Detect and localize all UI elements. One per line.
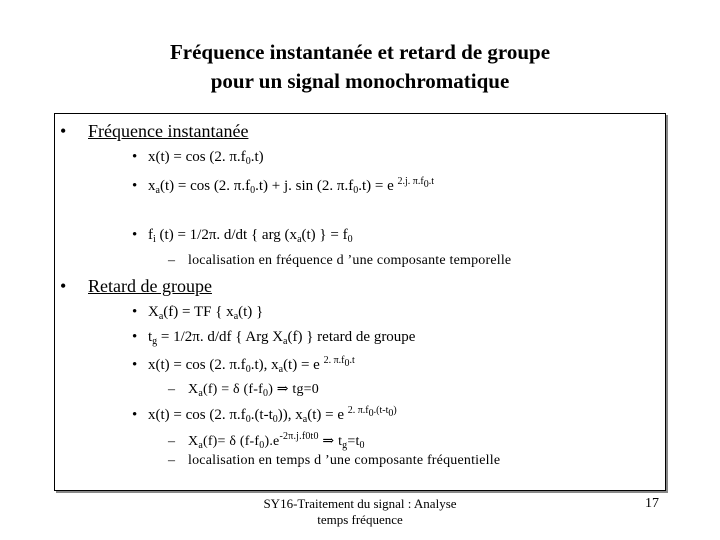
eq-group-delay: • $t_g = 1/2\pi$. d/df { Arg $X_a(f)$ } retard de groupe xyxy=(132,329,416,347)
footer-line-1: SY16-Traitement du signal : Analyse xyxy=(263,496,457,511)
slide-title xyxy=(0,38,720,96)
section-heading-instantaneous-frequency: Fréquence instantanée xyxy=(88,121,249,141)
bullet-icon: • xyxy=(60,121,67,141)
dash-icon: – xyxy=(168,253,176,268)
bullet-icon: • xyxy=(132,227,138,243)
eq-signal-x: • x(t) = cos (2. $\pi.f_0.t$) xyxy=(132,149,264,167)
bullet-icon: • xyxy=(132,329,138,345)
bullet-icon: • xyxy=(132,149,138,165)
note-frequency-localization: – localisation en temps d ’une composante fréquentielle xyxy=(168,453,501,468)
footer-line-2: temps fréquence xyxy=(317,512,403,527)
bullet-icon: • xyxy=(132,357,138,373)
bullet-icon: • xyxy=(60,276,67,296)
bullet-icon: • xyxy=(132,407,138,423)
footer-course-title xyxy=(225,496,495,528)
eq-instantaneous-frequency: • $f_i$ (t) = 1/2π. d/dt { arg ($x_a(t)$ } = $f_0$ xyxy=(132,227,353,245)
section-heading-group-delay: Retard de groupe xyxy=(88,276,212,296)
bullet-group-delay xyxy=(60,276,212,297)
dash-icon: – xyxy=(168,434,176,449)
title-line-2: pour un signal monochromatique xyxy=(210,69,510,93)
bullet-instantaneous-frequency xyxy=(60,121,248,142)
bullet-icon: • xyxy=(132,178,138,194)
dash-icon: – xyxy=(168,453,176,468)
note-spectrum-delta: – $X_a(f) = \delta$ $(f-f_0)$ ⇒ tg=0 xyxy=(168,382,319,399)
page-number: 17 xyxy=(645,496,659,511)
note-spectrum-delayed: – $X_a(f)= \delta$ $(f-f_0).e^{-2\pi.j.f0t0}$ ⇒ $t_g=t_0$ xyxy=(168,431,365,451)
bullet-icon: • xyxy=(132,304,138,320)
eq-fourier-transform: • $X_a(f)$ = TF { $x_a(t)$ } xyxy=(132,304,264,322)
note-time-localization: – localisation en fréquence d ’une composante temporelle xyxy=(168,253,512,268)
title-line-1: Fréquence instantanée et retard de groupe xyxy=(169,40,551,64)
eq-analytic-signal: • $x_a(t) = \cos (2$. $\pi.f_0.t) + j$. sin (2. $\pi.f_0.t) = e$ $^{2.j. \pi.f_0.t}$ xyxy=(132,176,434,196)
eq-monochromatic-signal: • x(t) = cos (2. $\pi.f_0.t$), $x_a(t) = e$ $^{2. \pi.f_0.t}$ xyxy=(132,355,355,375)
eq-delayed-signal: • x(t) = cos (2. $\pi.f_0.(t-t_0)$), $x_a(t) = e$ $^{2. \pi.f_0.(t-t_0)}$ xyxy=(132,405,397,425)
dash-icon: – xyxy=(168,382,176,397)
